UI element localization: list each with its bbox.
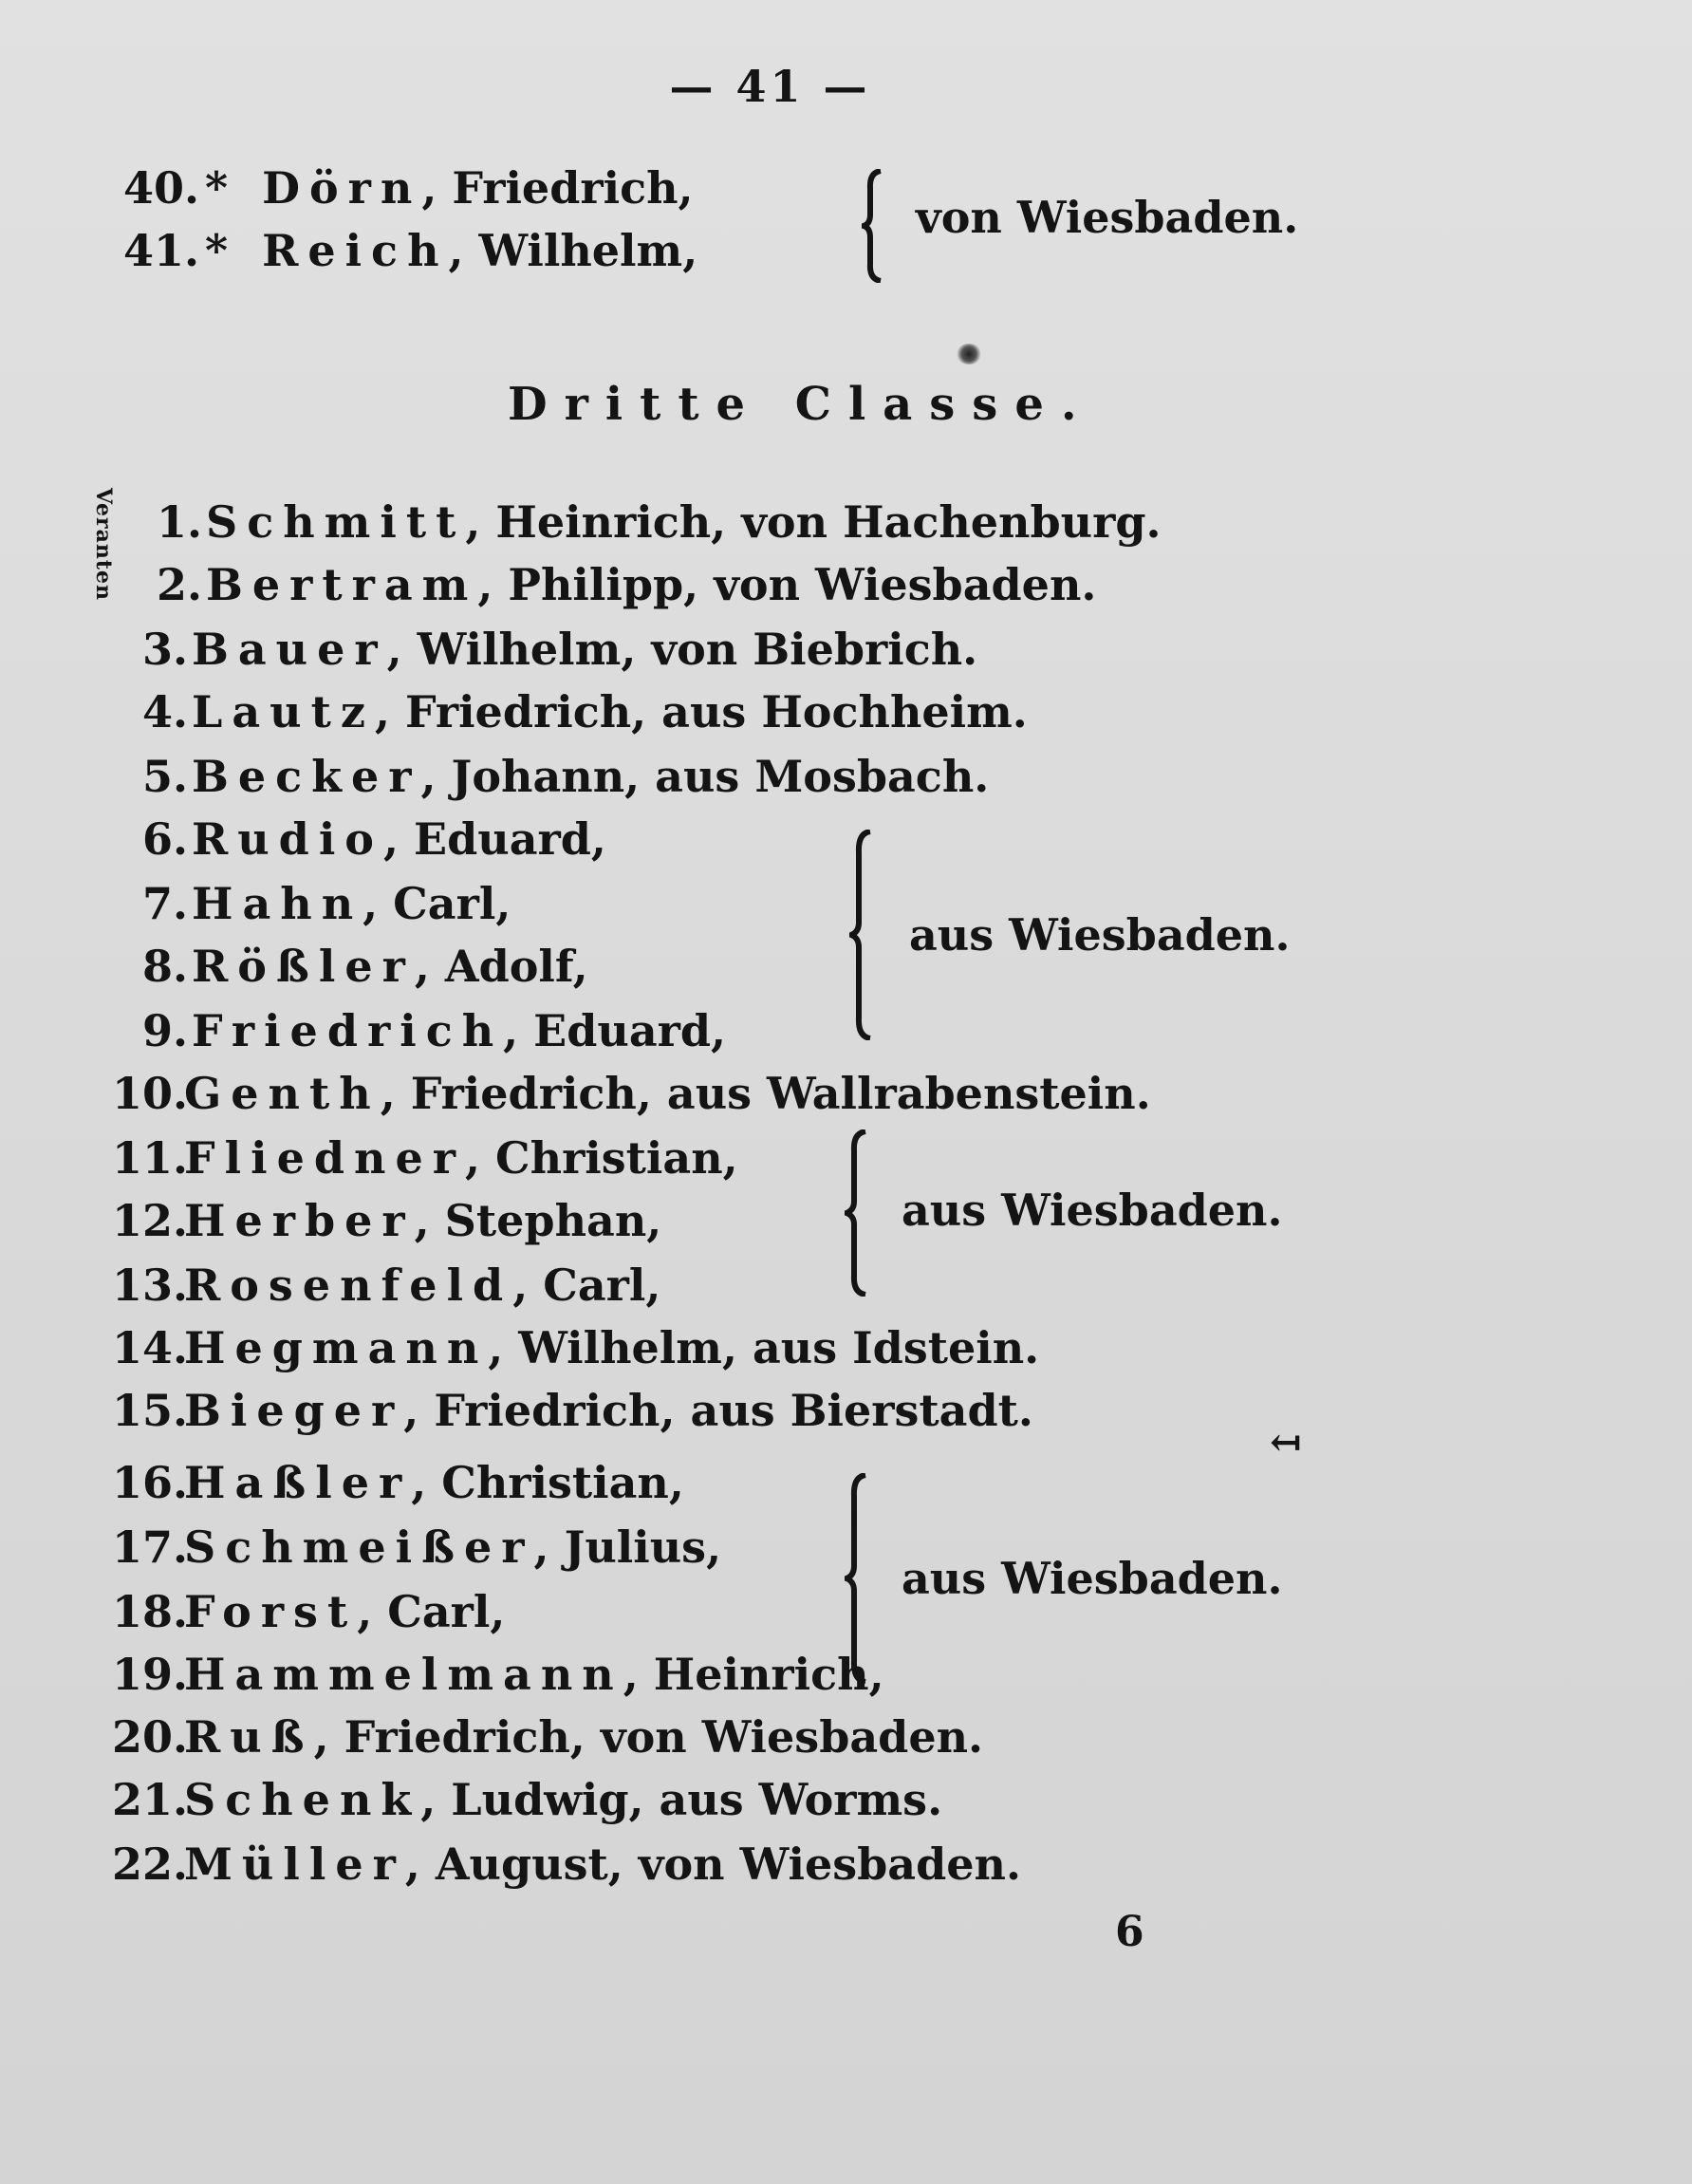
entry-surname: Forst <box>184 1586 358 1637</box>
entry-details: , Carl, <box>357 1586 506 1637</box>
entry-details: , Friedrich, von Wiesbaden. <box>313 1711 984 1763</box>
entry-number: 4. <box>142 686 189 737</box>
entry-number: 41. <box>123 225 200 276</box>
entry-number: 40. <box>123 162 200 214</box>
group-place: aus Wiesbaden. <box>902 1553 1283 1604</box>
entry-number: 5. <box>142 751 189 802</box>
entry-surname: Herber <box>184 1195 415 1246</box>
list-item <box>112 1194 661 1247</box>
entry-number: 18. <box>112 1586 189 1637</box>
entry-surname: Schmeißer <box>184 1521 534 1573</box>
entry-surname: Rudio <box>192 813 383 865</box>
list-item <box>142 1004 726 1057</box>
entry-details: , Friedrich, aus Hochheim. <box>374 686 1028 737</box>
entry-surname: Schenk <box>184 1774 421 1825</box>
entry-details: , Ludwig, aus Worms. <box>420 1774 943 1825</box>
entry-given-name: , Friedrich, <box>421 162 694 214</box>
entry-number: 12. <box>112 1195 189 1246</box>
list-item <box>157 495 1162 549</box>
entry-number: 1. <box>157 496 203 548</box>
list-item <box>112 1521 721 1574</box>
curly-brace <box>862 169 886 283</box>
entry-details: , Eduard, <box>503 1005 727 1056</box>
entry-number: 22. <box>112 1839 189 1890</box>
entry-surname: Schmitt <box>206 496 466 548</box>
entry-surname: Rößler <box>192 941 415 992</box>
entry-number: 13. <box>112 1260 189 1311</box>
entry-surname: Hahn <box>192 878 363 929</box>
entry-number: 2. <box>157 559 203 610</box>
curly-brace <box>845 1129 871 1297</box>
entry-surname: Genth <box>184 1068 381 1119</box>
list-item <box>112 1321 1039 1374</box>
entry-number: 21. <box>112 1774 189 1825</box>
entry-surname: Fliedner <box>184 1132 465 1184</box>
entry-number: 10. <box>112 1068 189 1119</box>
entry-number: 19. <box>112 1649 189 1700</box>
list-item <box>112 1838 1021 1891</box>
list-item <box>112 1384 1033 1437</box>
list-item <box>142 877 511 930</box>
list-item <box>112 1585 505 1638</box>
ink-mark: ↤ <box>1270 1420 1302 1465</box>
entry-details: , Carl, <box>363 878 511 929</box>
entry-number: 8. <box>142 941 189 992</box>
list-item <box>157 558 1096 611</box>
entry-details: , Philipp, von Wiesbaden. <box>477 559 1097 610</box>
entry-details: , Stephan, <box>414 1195 662 1246</box>
entry-surname: Friedrich <box>192 1005 504 1056</box>
entry-details: , Johann, aus Mosbach. <box>420 751 990 802</box>
curly-brace <box>845 1473 871 1684</box>
entry-surname: Rosenfeld <box>184 1260 513 1311</box>
side-margin-label: Veranten <box>91 488 116 602</box>
entry-surname: Becker <box>192 751 421 802</box>
entry-number: 3. <box>142 624 189 675</box>
list-item <box>142 623 977 676</box>
list-item <box>142 812 606 866</box>
entry-number: 16. <box>112 1457 189 1508</box>
entry-details: , Heinrich, <box>623 1649 884 1700</box>
entry-details: , Wilhelm, aus Idstein. <box>488 1322 1040 1373</box>
entry-details: , August, von Wiesbaden. <box>404 1839 1021 1890</box>
list-item <box>112 1710 983 1764</box>
entry-number: 20. <box>112 1711 189 1763</box>
entry-surname: Lautz <box>192 686 375 737</box>
entry-given-name: , Wilhelm, <box>448 225 698 276</box>
entry-surname: Haßler <box>184 1457 412 1508</box>
page-number: — 41 — <box>669 61 871 112</box>
entry-number: 14. <box>112 1322 189 1373</box>
curly-brace <box>849 830 876 1040</box>
entry-number: 15. <box>112 1385 189 1436</box>
entry-details: , Adolf, <box>414 941 588 992</box>
signature-mark: 6 <box>1115 1908 1144 1956</box>
list-item <box>123 224 697 277</box>
list-item <box>112 1648 884 1701</box>
ink-smudge <box>957 344 981 364</box>
entry-details: , Friedrich, aus Bierstadt. <box>403 1385 1033 1436</box>
entry-details: , Eduard, <box>383 813 606 865</box>
entry-surname: Bieger <box>184 1385 404 1436</box>
entry-number: 6. <box>142 813 189 865</box>
entry-surname: * Reich <box>205 225 449 276</box>
list-item <box>142 685 1028 738</box>
entry-surname: Bertram <box>206 559 478 610</box>
entry-details: , Julius, <box>533 1521 722 1573</box>
entry-details: , Christian, <box>464 1132 738 1184</box>
group-place: aus Wiesbaden. <box>909 909 1291 961</box>
entry-details: , Wilhelm, von Biebrich. <box>386 624 978 675</box>
list-item <box>142 940 588 993</box>
list-item <box>112 1067 1151 1120</box>
group-place: aus Wiesbaden. <box>902 1185 1283 1236</box>
group-place: von Wiesbaden. <box>916 192 1299 243</box>
list-item <box>112 1131 738 1185</box>
list-item <box>142 750 989 803</box>
list-item <box>112 1773 942 1826</box>
list-item <box>112 1259 660 1312</box>
list-item <box>123 161 694 215</box>
entry-details: , Heinrich, von Hachenburg. <box>465 496 1162 548</box>
entry-surname: Müller <box>184 1839 405 1890</box>
section-heading: Dritte Classe. <box>508 378 1094 431</box>
entry-surname: Hegmann <box>184 1322 489 1373</box>
entry-number: 9. <box>142 1005 189 1056</box>
entry-details: , Friedrich, aus Wallrabenstein. <box>380 1068 1151 1119</box>
entry-details: , Christian, <box>411 1457 684 1508</box>
entry-number: 7. <box>142 878 189 929</box>
bleed-through-text <box>1224 161 1623 1870</box>
entry-surname: Hammelmann <box>184 1649 623 1700</box>
entry-number: 11. <box>112 1132 189 1184</box>
entry-surname: * Dörn <box>205 162 422 214</box>
entry-surname: Ruß <box>184 1711 314 1763</box>
entry-number: 17. <box>112 1521 189 1573</box>
entry-surname: Bauer <box>192 624 387 675</box>
entry-details: , Carl, <box>512 1260 661 1311</box>
list-item <box>112 1456 684 1509</box>
